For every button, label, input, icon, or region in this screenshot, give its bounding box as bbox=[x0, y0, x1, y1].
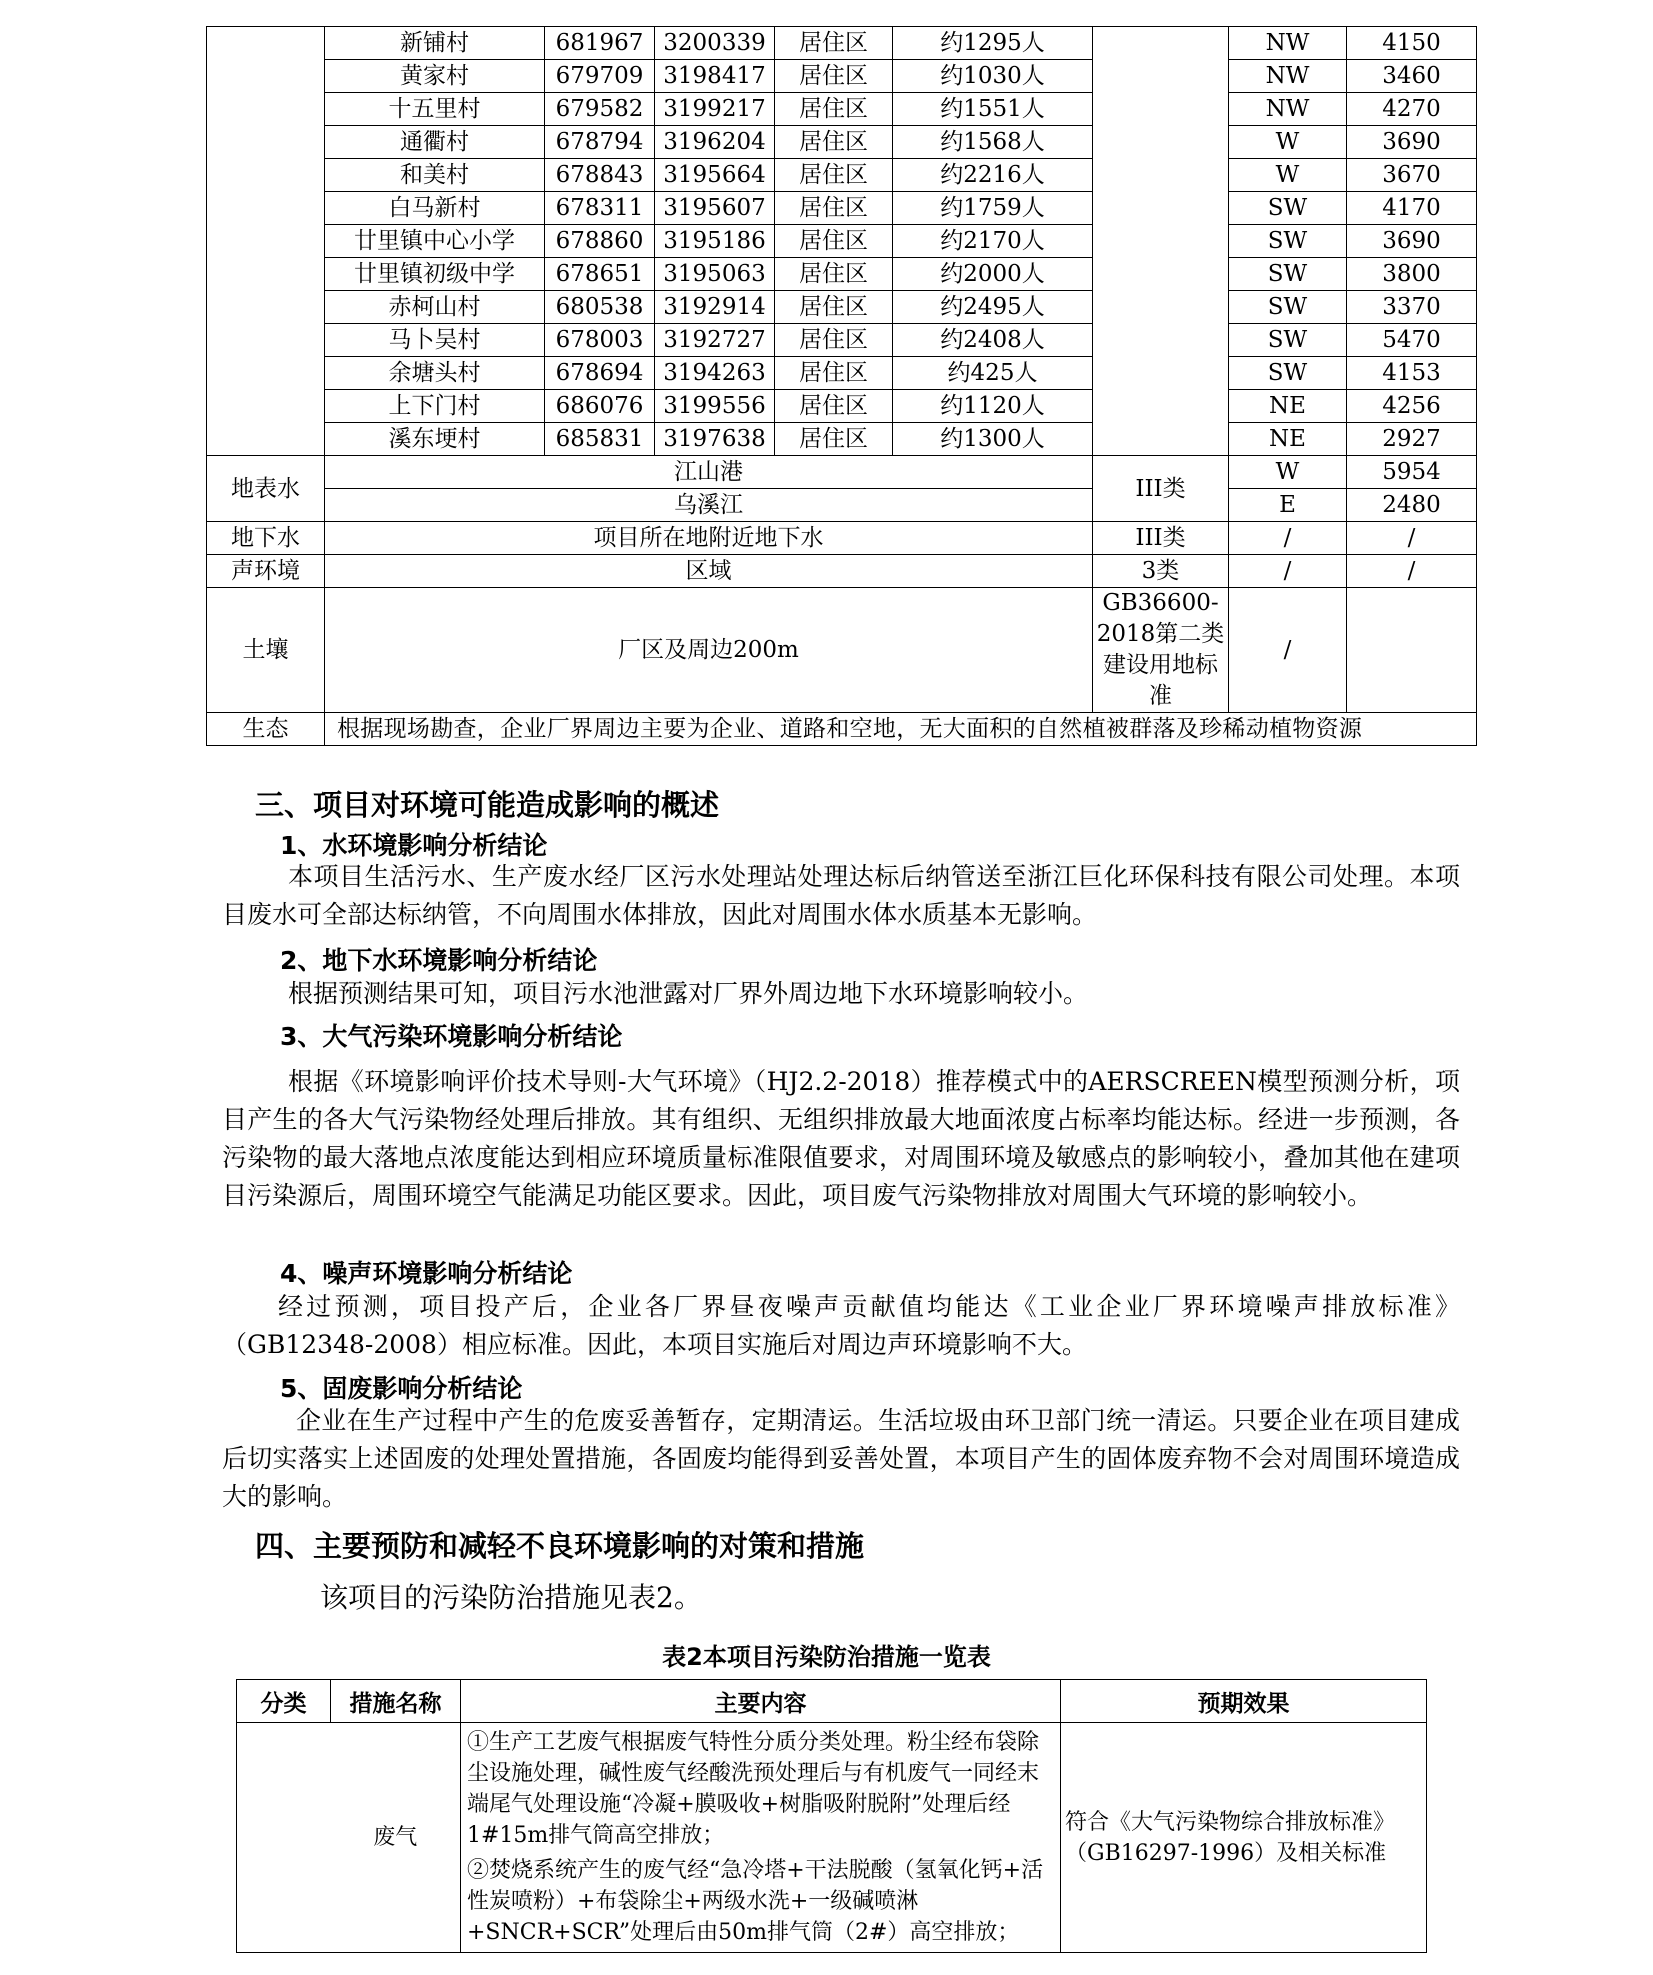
x-coordinate-cell: 678003 bbox=[545, 324, 655, 357]
scale-cell: 约1295人 bbox=[893, 27, 1093, 60]
direction-cell: SW bbox=[1229, 225, 1347, 258]
direction-cell: NE bbox=[1229, 390, 1347, 423]
section3-para3: 根据《环境影响评价技术导则-大气环境》（HJ2.2-2018）推荐模式中的AERSCREEN模型预测分析，项目产生的各大气污染物经处理后排放。其有组织、无组织排放最大地面浓度占标率均能达标。经进一步预测，各污染物的最大落地点浓度能达到相应环境质量标准限值要求，对周围环境及敏感点的影响较小，叠加其他在建项目污染源后，周围环境空气能满足功能区要求。因此，项目废气污染物排放对周围大气环境的影响较小。 bbox=[222, 1067, 1460, 1210]
distance-cell: 4150 bbox=[1347, 27, 1477, 60]
sensitive-targets-table bbox=[206, 26, 1477, 746]
distance-cell: / bbox=[1347, 555, 1477, 588]
scale-cell: 约2495人 bbox=[893, 291, 1093, 324]
direction-cell: SW bbox=[1229, 192, 1347, 225]
direction-cell: SW bbox=[1229, 324, 1347, 357]
target-type-cell: 居住区 bbox=[775, 225, 893, 258]
class-cell: GB36600-2018第二类建设用地标准 bbox=[1093, 588, 1229, 713]
target-name-cell: 厂区及周边200m bbox=[325, 588, 1093, 713]
target-type-cell: 居住区 bbox=[775, 192, 893, 225]
direction-cell: / bbox=[1229, 588, 1347, 713]
target-name-cell: 区域 bbox=[325, 555, 1093, 588]
x-coordinate-cell: 686076 bbox=[545, 390, 655, 423]
x-coordinate-cell: 678311 bbox=[545, 192, 655, 225]
content-cell bbox=[461, 1723, 1061, 1953]
scale-cell: 约2000人 bbox=[893, 258, 1093, 291]
y-coordinate-cell: 3195664 bbox=[655, 159, 775, 192]
section3-sub5: 5、固废影响分析结论 bbox=[280, 1374, 523, 1403]
scale-cell: 约2216人 bbox=[893, 159, 1093, 192]
table-row bbox=[207, 126, 1477, 159]
direction-cell: NW bbox=[1229, 60, 1347, 93]
effect-cell: 符合《大气污染物综合排放标准》（GB16297-1996）及相关标准 bbox=[1061, 1723, 1427, 1953]
scale-cell: 约1030人 bbox=[893, 60, 1093, 93]
x-coordinate-cell: 685831 bbox=[545, 423, 655, 456]
distance-cell: 3670 bbox=[1347, 159, 1477, 192]
scale-cell: 约1300人 bbox=[893, 423, 1093, 456]
target-name-cell: 溪东埂村 bbox=[325, 423, 545, 456]
distance-cell bbox=[1347, 588, 1477, 713]
table-row bbox=[207, 60, 1477, 93]
section3-title: 三、项目对环境可能造成影响的概述 bbox=[255, 788, 720, 822]
table-row bbox=[207, 456, 1477, 489]
content-item-2: ②焚烧系统产生的废气经“急冷塔+干法脱酸（氢氧化钙+活性炭喷粉）+布袋除尘+两级水洗+一级碱喷淋+SNCR+SCR”处理后由50m排气筒（2#）高空排放； bbox=[467, 1858, 1044, 1945]
scale-cell: 约2170人 bbox=[893, 225, 1093, 258]
category-cell: 土壤 bbox=[207, 588, 325, 713]
distance-cell: 4256 bbox=[1347, 390, 1477, 423]
direction-cell: W bbox=[1229, 126, 1347, 159]
table2-caption: 表2本项目污染防治措施一览表 bbox=[662, 1643, 991, 1671]
target-name-cell: 十五里村 bbox=[325, 93, 545, 126]
direction-cell: / bbox=[1229, 555, 1347, 588]
target-type-cell: 居住区 bbox=[775, 291, 893, 324]
target-name-cell: 项目所在地附近地下水 bbox=[325, 522, 1093, 555]
distance-cell: 3800 bbox=[1347, 258, 1477, 291]
scale-cell: 约1759人 bbox=[893, 192, 1093, 225]
section4-title: 四、主要预防和减轻不良环境影响的对策和措施 bbox=[255, 1529, 865, 1563]
scale-cell: 约1551人 bbox=[893, 93, 1093, 126]
distance-cell: 3690 bbox=[1347, 225, 1477, 258]
y-coordinate-cell: 3195186 bbox=[655, 225, 775, 258]
class-cell: 3类 bbox=[1093, 555, 1229, 588]
y-coordinate-cell: 3199556 bbox=[655, 390, 775, 423]
target-name-cell: 廿里镇中心小学 bbox=[325, 225, 545, 258]
y-coordinate-cell: 3198417 bbox=[655, 60, 775, 93]
direction-cell: W bbox=[1229, 456, 1347, 489]
pollution-measures-table bbox=[236, 1679, 1427, 1953]
target-type-cell: 居住区 bbox=[775, 423, 893, 456]
target-type-cell: 居住区 bbox=[775, 324, 893, 357]
section3-para1: 本项目生活污水、生产废水经厂区污水处理站处理达标后纳管送至浙江巨化环保科技有限公司处理。本项目废水可全部达标纳管，不向周围水体排放，因此对周围水体水质基本无影响。 bbox=[222, 862, 1460, 929]
ecology-description-cell: 根据现场勘查，企业厂界周边主要为企业、道路和空地，无大面积的自然植被群落及珍稀动植物资源 bbox=[325, 713, 1477, 746]
class-cell: III类 bbox=[1093, 456, 1229, 522]
section3-para5: 企业在生产过程中产生的危废妥善暂存，定期清运。生活垃圾由环卫部门统一清运。只要企业在项目建成后切实落实上述固废的处理处置措施，各固废均能得到妥善处置，本项目产生的固体废弃物不会对周围环境造成大的影响。 bbox=[222, 1406, 1460, 1511]
section3-sub4: 4、噪声环境影响分析结论 bbox=[280, 1259, 573, 1288]
distance-cell: 4170 bbox=[1347, 192, 1477, 225]
table-header-row bbox=[237, 1680, 1427, 1723]
measure-cell: 废气 bbox=[331, 1723, 461, 1953]
table-row bbox=[207, 588, 1477, 713]
table-row bbox=[207, 258, 1477, 291]
table-row bbox=[207, 390, 1477, 423]
y-coordinate-cell: 3200339 bbox=[655, 27, 775, 60]
direction-cell: E bbox=[1229, 489, 1347, 522]
section3-para2: 根据预测结果可知，项目污水池泄露对厂界外周边地下水环境影响较小。 bbox=[288, 979, 1089, 1008]
target-name-cell: 乌溪江 bbox=[325, 489, 1093, 522]
direction-cell: NW bbox=[1229, 93, 1347, 126]
header-category: 分类 bbox=[237, 1680, 331, 1723]
target-name-cell: 新铺村 bbox=[325, 27, 545, 60]
x-coordinate-cell: 680538 bbox=[545, 291, 655, 324]
target-type-cell: 居住区 bbox=[775, 258, 893, 291]
section3-sub2: 2、地下水环境影响分析结论 bbox=[280, 946, 598, 975]
target-type-cell: 居住区 bbox=[775, 357, 893, 390]
distance-cell: 3460 bbox=[1347, 60, 1477, 93]
content-item-1: ①生产工艺废气根据废气特性分质分类处理。粉尘经布袋除尘设施处理，碱性废气经酸洗预处理后与有机废气一同经末端尾气处理设施“冷凝+膜吸收+树脂吸附脱附”处理后经1#15m排气筒高空排放； bbox=[467, 1730, 1040, 1848]
distance-cell: 2927 bbox=[1347, 423, 1477, 456]
y-coordinate-cell: 3197638 bbox=[655, 423, 775, 456]
table-row bbox=[207, 324, 1477, 357]
distance-cell: 5954 bbox=[1347, 456, 1477, 489]
table-row bbox=[207, 555, 1477, 588]
table-row bbox=[207, 93, 1477, 126]
distance-cell: / bbox=[1347, 522, 1477, 555]
table-row bbox=[207, 357, 1477, 390]
category-cell: 声环境 bbox=[207, 555, 325, 588]
direction-cell: W bbox=[1229, 159, 1347, 192]
y-coordinate-cell: 3195607 bbox=[655, 192, 775, 225]
target-type-cell: 居住区 bbox=[775, 390, 893, 423]
table-row bbox=[207, 423, 1477, 456]
table-row bbox=[207, 291, 1477, 324]
direction-cell: NW bbox=[1229, 27, 1347, 60]
table-row bbox=[207, 522, 1477, 555]
target-type-cell: 居住区 bbox=[775, 159, 893, 192]
target-name-cell: 通衢村 bbox=[325, 126, 545, 159]
category-cell: 地下水 bbox=[207, 522, 325, 555]
distance-cell: 4153 bbox=[1347, 357, 1477, 390]
table-row bbox=[207, 225, 1477, 258]
class-cell: III类 bbox=[1093, 522, 1229, 555]
x-coordinate-cell: 679582 bbox=[545, 93, 655, 126]
x-coordinate-cell: 679709 bbox=[545, 60, 655, 93]
target-name-cell: 余塘头村 bbox=[325, 357, 545, 390]
x-coordinate-cell: 678794 bbox=[545, 126, 655, 159]
x-coordinate-cell: 678694 bbox=[545, 357, 655, 390]
table-row bbox=[237, 1723, 1427, 1953]
distance-cell: 3690 bbox=[1347, 126, 1477, 159]
header-measure: 措施名称 bbox=[331, 1680, 461, 1723]
table-row bbox=[207, 159, 1477, 192]
y-coordinate-cell: 3192727 bbox=[655, 324, 775, 357]
target-type-cell: 居住区 bbox=[775, 126, 893, 159]
scale-cell: 约1120人 bbox=[893, 390, 1093, 423]
scale-cell: 约1568人 bbox=[893, 126, 1093, 159]
direction-cell: SW bbox=[1229, 357, 1347, 390]
y-coordinate-cell: 3194263 bbox=[655, 357, 775, 390]
scale-cell: 约425人 bbox=[893, 357, 1093, 390]
category-cell bbox=[207, 27, 325, 456]
x-coordinate-cell: 678651 bbox=[545, 258, 655, 291]
table-row bbox=[207, 27, 1477, 60]
distance-cell: 4270 bbox=[1347, 93, 1477, 126]
direction-cell: SW bbox=[1229, 258, 1347, 291]
direction-cell: SW bbox=[1229, 291, 1347, 324]
target-name-cell: 上下门村 bbox=[325, 390, 545, 423]
distance-cell: 5470 bbox=[1347, 324, 1477, 357]
distance-cell: 2480 bbox=[1347, 489, 1477, 522]
target-type-cell: 居住区 bbox=[775, 93, 893, 126]
target-name-cell: 赤柯山村 bbox=[325, 291, 545, 324]
class-cell bbox=[1093, 27, 1229, 456]
category-cell: 地表水 bbox=[207, 456, 325, 522]
target-type-cell: 居住区 bbox=[775, 27, 893, 60]
scale-cell: 约2408人 bbox=[893, 324, 1093, 357]
section3-para4: 经过预测，项目投产后，企业各厂界昼夜噪声贡献值均能达《工业企业厂界环境噪声排放标准》（GB12348-2008）相应标准。因此，本项目实施后对周边声环境影响不大。 bbox=[222, 1292, 1460, 1359]
section4-intro: 该项目的污染防治措施见表2。 bbox=[320, 1581, 702, 1614]
distance-cell: 3370 bbox=[1347, 291, 1477, 324]
header-content: 主要内容 bbox=[461, 1680, 1061, 1723]
y-coordinate-cell: 3192914 bbox=[655, 291, 775, 324]
section3-sub3: 3、大气污染环境影响分析结论 bbox=[280, 1022, 623, 1051]
direction-cell: NE bbox=[1229, 423, 1347, 456]
x-coordinate-cell: 681967 bbox=[545, 27, 655, 60]
target-name-cell: 和美村 bbox=[325, 159, 545, 192]
target-name-cell: 马卜吴村 bbox=[325, 324, 545, 357]
target-name-cell: 白马新村 bbox=[325, 192, 545, 225]
y-coordinate-cell: 3196204 bbox=[655, 126, 775, 159]
target-name-cell: 廿里镇初级中学 bbox=[325, 258, 545, 291]
table-row bbox=[207, 713, 1477, 746]
table-row bbox=[207, 192, 1477, 225]
y-coordinate-cell: 3195063 bbox=[655, 258, 775, 291]
target-name-cell: 黄家村 bbox=[325, 60, 545, 93]
header-effect: 预期效果 bbox=[1061, 1680, 1427, 1723]
x-coordinate-cell: 678860 bbox=[545, 225, 655, 258]
x-coordinate-cell: 678843 bbox=[545, 159, 655, 192]
category-cell bbox=[237, 1723, 331, 1953]
y-coordinate-cell: 3199217 bbox=[655, 93, 775, 126]
table-row bbox=[207, 489, 1477, 522]
direction-cell: / bbox=[1229, 522, 1347, 555]
target-name-cell: 江山港 bbox=[325, 456, 1093, 489]
category-cell: 生态 bbox=[207, 713, 325, 746]
section3-sub1: 1、水环境影响分析结论 bbox=[280, 831, 548, 860]
target-type-cell: 居住区 bbox=[775, 60, 893, 93]
